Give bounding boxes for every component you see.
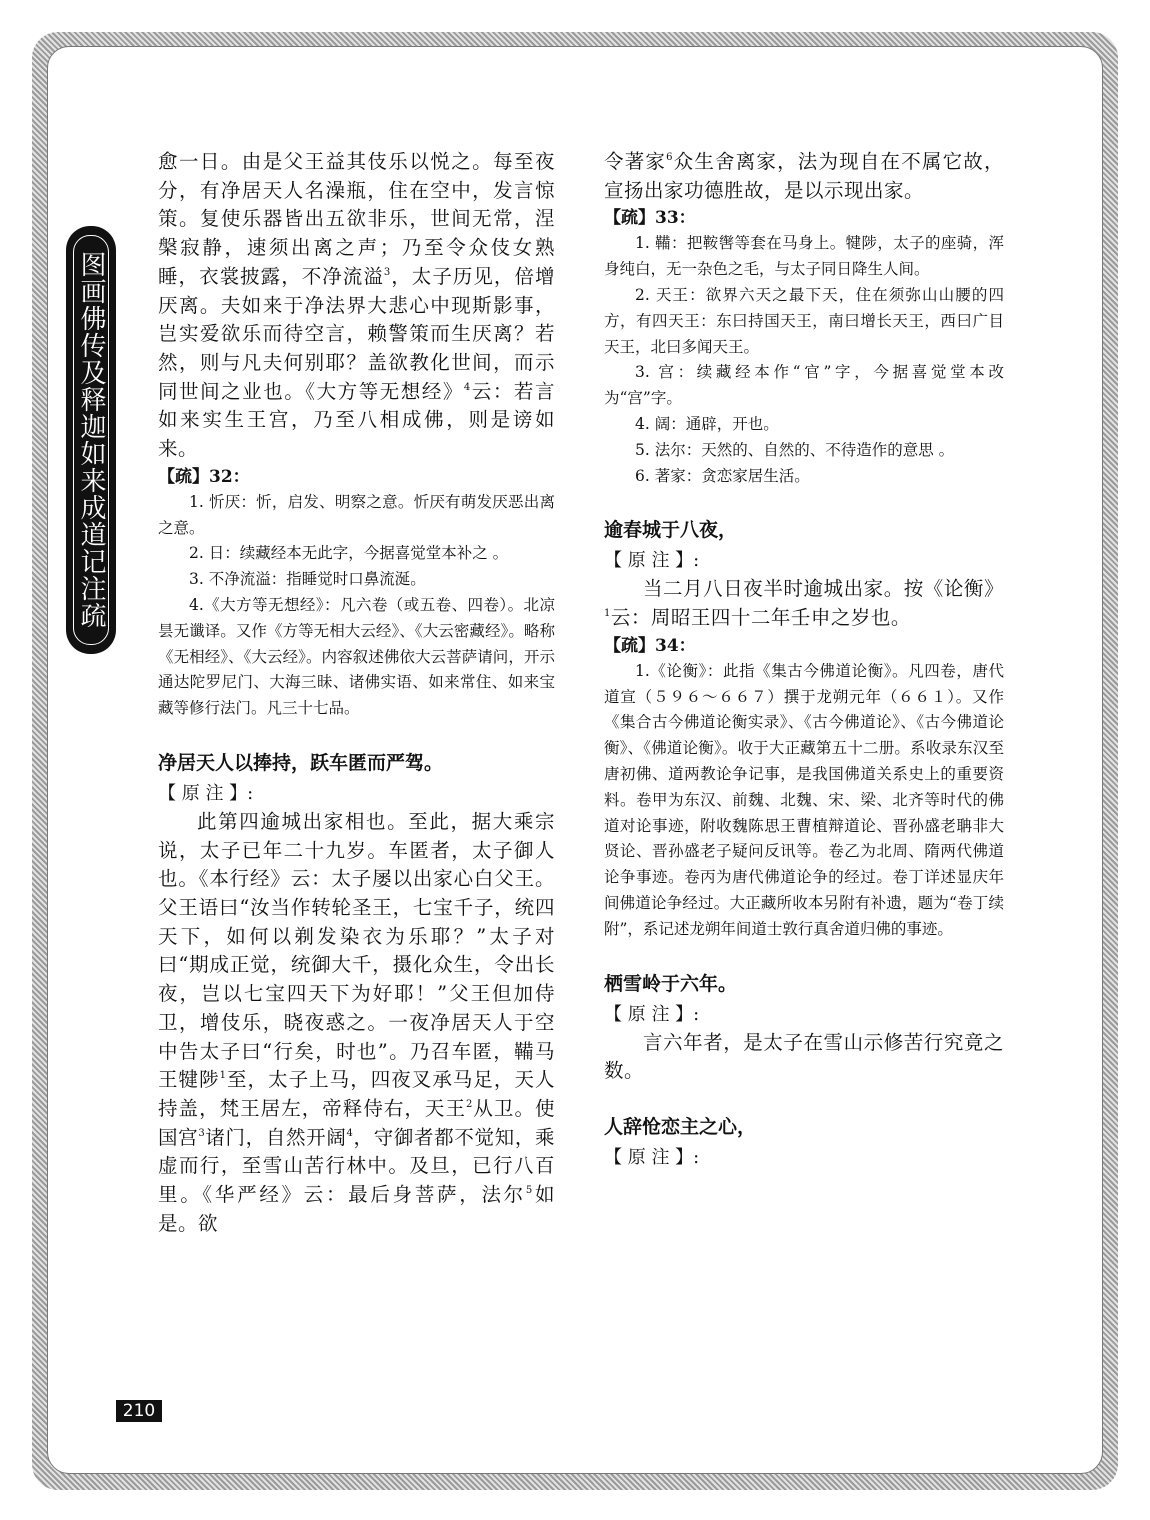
paragraph: 当二月八日夜半时逾城出家。按《论衡》$^1$云：周昭王四十二年壬申之岁也。 [604, 577, 1004, 630]
page-number: 210 [116, 1400, 162, 1422]
footnote-ref: 3 [383, 266, 391, 278]
verse-heading: 逾春城于八夜， [604, 519, 738, 542]
note-item: 1. 忻厌：忻，启发、明察之意。忻厌有萌发厌恶出离之意。 [158, 492, 555, 537]
right-column [604, 148, 1004, 1172]
commentary-label: 【疏】33： [604, 208, 696, 229]
note-item: 1. 鞴：把鞍辔等套在马身上。犍陟，太子的座骑，浑身纯白，无一杂色之毛，与太子同日降生人间。 [604, 234, 1004, 279]
footnote-ref: 4 [463, 381, 471, 393]
note-item: 3. 不净流溢：指睡觉时口鼻流涎。 [189, 570, 426, 589]
original-note-label: 【 原 注 】: [604, 550, 700, 572]
side-title-tab [66, 226, 116, 654]
side-title: 图画佛传及释迦如来成道记注疏 [76, 251, 106, 629]
footnote-ref: 6 [666, 152, 673, 163]
note-item: 4. 阔：通辟，开也。 [635, 414, 779, 433]
original-note-label: 【 原 注 】: [158, 782, 254, 804]
paragraph: 此第四逾城出家相也。至此，据大乘宗说，太子已年二十九岁。车匿者，太子御人也。《本行经》云：太子屡以出家心白父王。父王语曰“汝当作转轮圣王，七宝千子，统四天下，如何以剃发染衣为乐耶？”太子对曰“期成正觉，统御大千，摄化众生，令出长夜，岂以七宝四天下为好耶！”父王但加侍卫，增伎乐，晓夜惑之。一夜净居天人于空中告太子曰“行矣，时也”。乃召车匿，鞴马王犍陟$^1$至，太子上马，四夜叉承马足，天人持盖，梵王居左，帝释侍右，天王$^2$从卫。使国宫$^3$诸门，自然开阔$^4$，守御者都不觉知，乘虚而行，至雪山苦行林中。及旦，已行八百里。《华严经》云：最后身菩萨，法尔$^5$如是。欲 [158, 809, 555, 1235]
note-item: 6. 著家：贪恋家居生活。 [635, 466, 810, 485]
note-item: 5. 法尔：天然的、自然的、不待造作的意思 。 [635, 440, 955, 459]
note-item: 1.《论衡》：此指《集古今佛道论衡》。凡四卷，唐代道宣（５９６～６６７）撰于龙朔元年（６６１）。又作《集合古今佛道论衡实录》、《古今佛道论》、《古今佛道论衡》、《佛道论衡》。收于大正藏第五十二册。系收录东汉至唐初佛、道两教论争记事，是我国佛道关系史上的重要资料。卷甲为东汉、前魏、北魏、宋、梁、北齐等时代的佛道对论事迹，附收魏陈思王曹植辩道论、晋孙盛老聃非大贤论、晋孙盛老子疑问反讯等。卷乙为北周、隋两代佛道论争事迹。卷丙为唐代佛道论争的经过。卷丁详述显庆年间佛道论争经过。大正藏所收本另附有补遗，题为“卷丁续附”，系记述龙朔年间道士敦行真舍道归佛的事迹。 [604, 661, 1004, 938]
note-item: 2. 日：续藏经本无此字，今据喜觉堂本补之 。 [189, 544, 509, 563]
note-item: 2. 天王：欲界六天之最下天，住在须弥山山腰的四方，有四天王：东曰持国天王，南曰增长天王，西曰广目天王，北曰多闻天王。 [604, 286, 1004, 356]
original-note-label: 【 原 注 】: [604, 1003, 700, 1025]
note-item: 3. 宫：续藏经本作“官”字，今据喜觉堂本改为“宫”字。 [604, 363, 1004, 408]
commentary-label: 【疏】32： [158, 466, 250, 487]
verse-heading: 净居天人以捧持，跃车匿而严驾。 [158, 751, 444, 774]
verse-heading: 栖雪岭于六年。 [604, 972, 738, 995]
footnote-ref: 5 [525, 1185, 533, 1197]
footnote-ref: 1 [219, 1070, 227, 1082]
commentary-label: 【疏】34： [604, 635, 696, 656]
footnote-ref: 4 [346, 1127, 354, 1139]
verse-heading: 人辞怆恋主之心， [604, 1115, 757, 1138]
left-column [158, 148, 555, 1238]
paragraph: 令著家$^6$众生舍离家，法为现自在不属它故，宣扬出家功德胜故，是以示现出家。 [604, 150, 1004, 202]
footnote-ref: 2 [465, 1098, 473, 1110]
side-title-frame [73, 235, 109, 645]
note-item: 4.《大方等无想经》：凡六卷（或五卷、四卷）。北凉昙无谶译。又作《方等无相大云经》、《大云密藏经》。略称《无相经》、《大云经》。内容叙述佛依大云菩萨请问，开示通达陀罗尼门、大海三昧、诸佛实语、如来常住、如来宝藏等修行法门。凡三十七品。 [158, 595, 555, 718]
paragraph: 愈一日。由是父王益其伎乐以悦之。每至夜分，有净居天人名澡瓶，住在空中，发言惊策。复使乐器皆出五欲非乐，世间无常，涅槃寂静，速须出离之声；乃至令众伎女熟睡，衣裳披露，不净流溢$^3$，太子历见，倍增厌离。夫如来于净法界大悲心中现斯影事，岂实爱欲乐而待空言，赖警策而生厌离？若然，则与凡夫何别耶？盖欲教化世间，而示同世间之业也。《大方等无想经》$^4$云：若言如来实生王宫，乃至八相成佛，则是谤如来。 [158, 150, 555, 461]
footnote-ref: 3 [198, 1127, 206, 1139]
paragraph: 言六年者，是太子在雪山示修苦行究竟之数。 [604, 1030, 1004, 1083]
original-note-label: 【 原 注 】: [604, 1146, 700, 1168]
footnote-ref: 1 [604, 608, 611, 620]
